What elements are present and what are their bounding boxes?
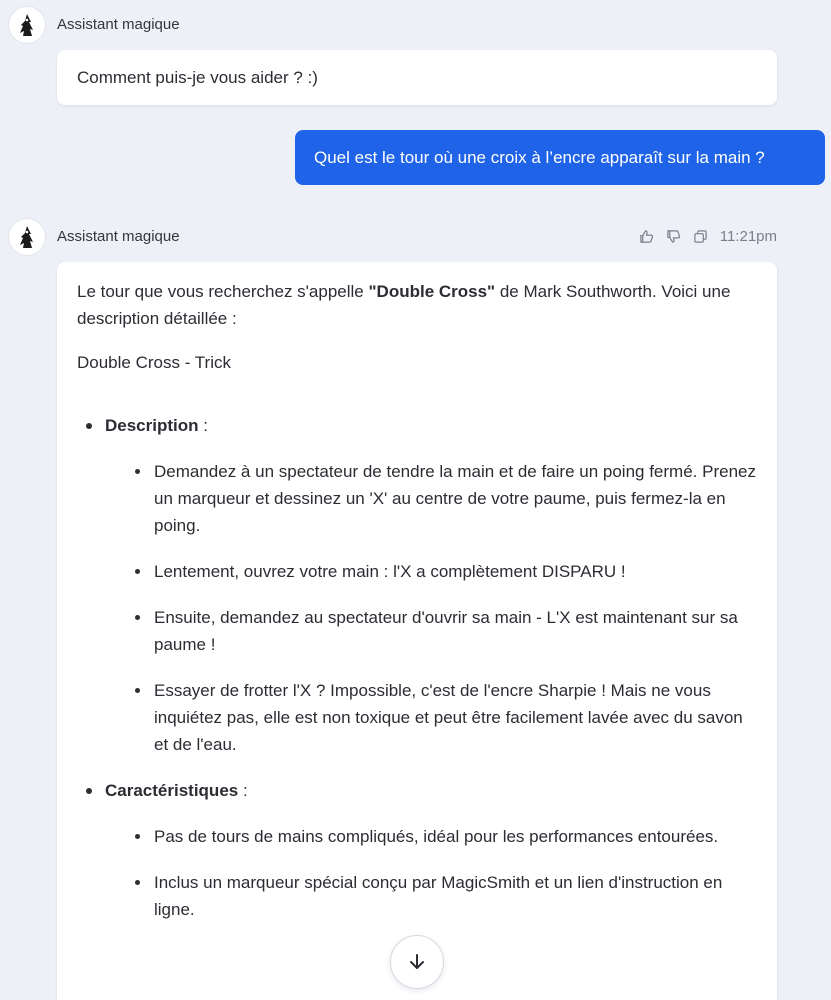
answer-bubble (57, 262, 777, 1000)
section-title-suffix: : (238, 781, 248, 800)
section-description (105, 412, 757, 758)
sender-name: Assistant magique (57, 16, 180, 33)
list-item: Pas de tours de mains compliqués, idéal pour les performances entourées. (154, 823, 757, 850)
answer-content (57, 262, 777, 923)
list-item: Essayer de frotter l'X ? Impossible, c'est de l'encre Sharpie ! Mais ne vous inquiétez pas, elle est non toxique et peut être facilement lavée avec du savon et de l'eau. (154, 677, 757, 758)
wizard-icon (14, 224, 40, 250)
scroll-down-button[interactable] (390, 935, 444, 989)
wizard-icon (14, 12, 40, 38)
answer-intro (77, 278, 757, 332)
greeting-bubble (57, 50, 777, 105)
feature-items (105, 823, 757, 923)
assistant-avatar (9, 219, 45, 255)
section-title-suffix: : (198, 416, 208, 435)
section-title: Description (105, 416, 199, 435)
description-items (105, 458, 757, 758)
section-title: Caractéristiques (105, 781, 239, 800)
arrow-down-icon (406, 951, 428, 973)
sender-name: Assistant magique (57, 228, 180, 245)
list-item: Ensuite, demandez au spectateur d'ouvrir sa main - L'X est maintenant sur sa paume ! (154, 604, 757, 658)
list-item: Inclus un marqueur spécial conçu par MagicSmith et un lien d'instruction en ligne. (154, 869, 757, 923)
list-item: Demandez à un spectateur de tendre la main et de faire un poing fermé. Prenez un marqueur et dessinez un 'X' au centre de votre paume, puis fermez-la en poing. (154, 458, 757, 539)
user-message-bubble (295, 130, 825, 185)
section-features (105, 777, 757, 923)
thumbs-up-icon[interactable] (639, 229, 654, 244)
message-actions (639, 228, 777, 245)
greeting-text: Comment puis-je vous aider ? :) (77, 68, 318, 87)
copy-icon[interactable] (693, 229, 708, 244)
list-item: Lentement, ouvrez votre main : l'X a complètement DISPARU ! (154, 558, 757, 585)
user-message-text: Quel est le tour où une croix à l’encre apparaît sur la main ? (314, 147, 765, 167)
intro-text: Le tour que vous recherchez s'appelle (77, 282, 369, 301)
section-list (77, 412, 757, 923)
intro-text-end: de Mark Southworth. Voici une description détaillée : (77, 282, 731, 328)
thumbs-down-icon[interactable] (666, 229, 681, 244)
assistant-avatar (9, 7, 45, 43)
answer-subtitle: Double Cross - Trick (77, 353, 231, 372)
message-timestamp: 11:21pm (719, 228, 777, 245)
trick-name: "Double Cross" (368, 282, 496, 301)
